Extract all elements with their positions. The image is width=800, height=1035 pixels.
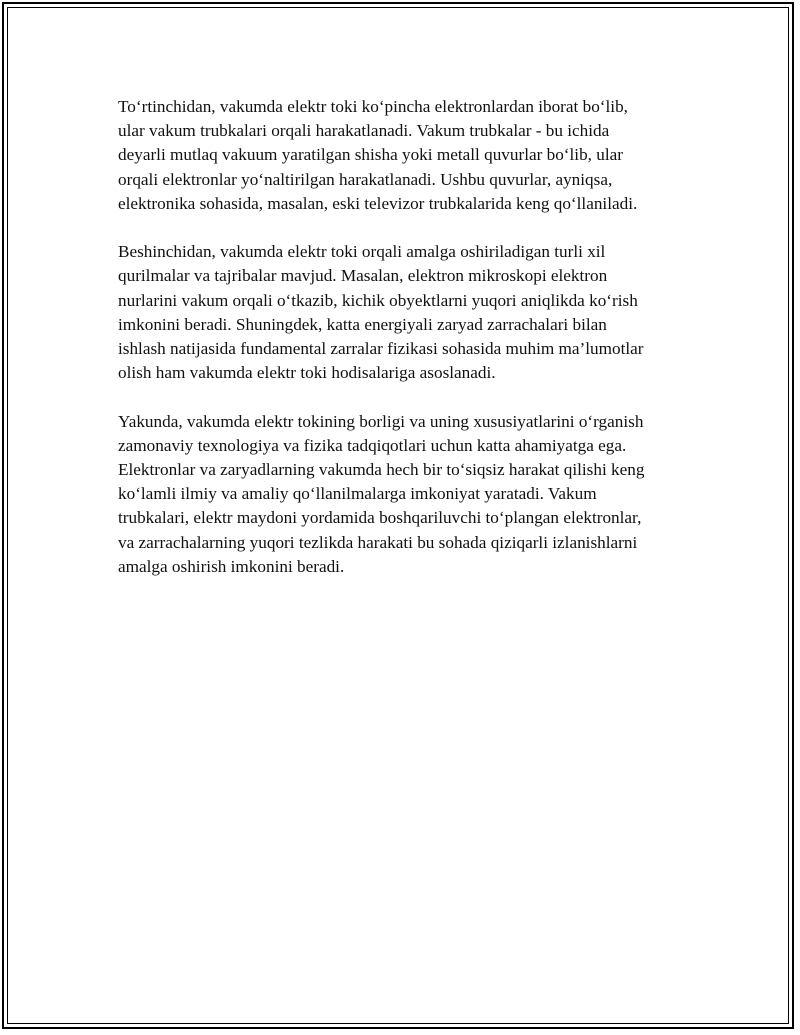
paragraph-1: To‘rtinchidan, vakumda elektr toki ko‘pincha elektronlardan iborat bo‘lib, ular vakum trubkalari orqali harakatlanadi. Vakum trubkalar - bu ichida deyarli mutlaq vakuum yaratilgan shisha yoki metall quvurlar bo‘lib, ular orqali elektronlar yo‘naltirilgan harakatlanadi. Ushbu quvurlar, ayniqsa, elektronika sohasida, masalan, eski televizor trubkalarida keng qo‘llaniladi. bbox=[118, 97, 638, 213]
document-body bbox=[118, 95, 698, 603]
paragraph-3: Yakunda, vakumda elektr tokining borligi va uning xususiyatlarini o‘rganish zamonaviy texnologiya va fizika tadqiqotlari uchun katta ahamiyatga ega. Elektronlar va zaryadlarning vakumda hech bir to‘siqsiz harakat qilishi keng ko‘lamli ilmiy va amaliy qo‘llanilmalarga imkoniyat yaratadi. Vakum trubkalari, elektr maydoni yordamida boshqariluvchi to‘plangan elektronlar, va zarrachalarning yuqori tezlikda harakati bu sohada qiziqarli izlanishlarni amalga oshirish imkonini beradi. bbox=[118, 411, 645, 576]
paragraph-2: Beshinchidan, vakumda elektr toki orqali amalga oshiriladigan turli xil qurilmalar va tajribalar mavjud. Masalan, elektron mikroskopi elektron nurlarini vakum orqali o‘tkazib, kichik obyektlarni yuqori aniqlikda ko‘rish imkonini beradi. Shuningdek, katta energiyali zaryad zarrachalari bilan ishlash natijasida fundamental zarralar fizikasi sohasida muhim ma’lumotlar olish ham vakumda elektr toki hodisalariga asoslanadi. bbox=[118, 242, 644, 383]
